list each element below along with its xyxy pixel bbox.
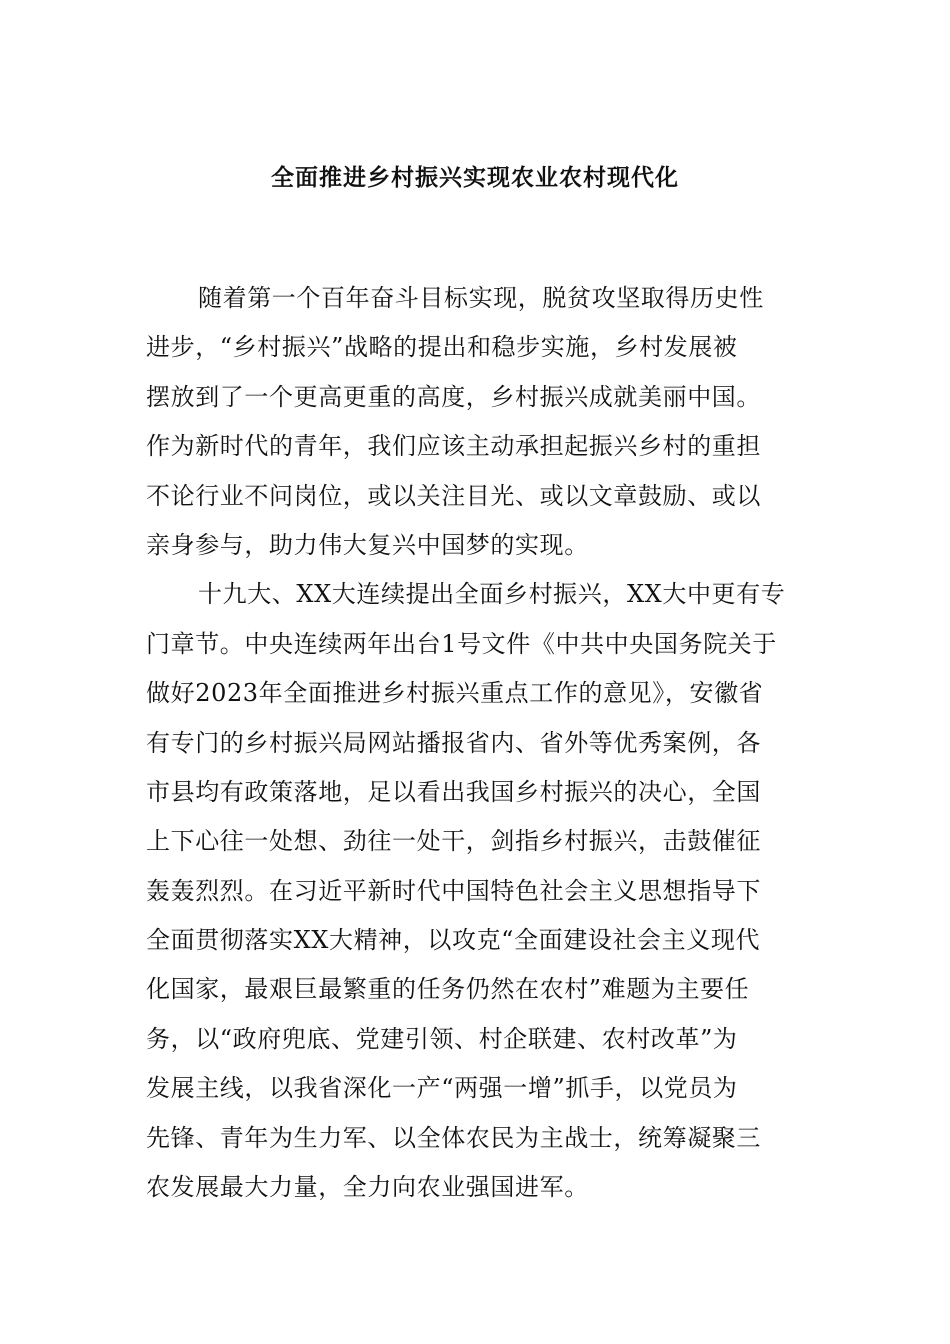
paragraph-1-line-5: 不论行业不问岗位，或以关注目光、或以文章鼓励、或以 xyxy=(146,481,761,510)
document-title: 全面推进乡村振兴实现农业农村现代化 xyxy=(271,165,679,191)
paragraph-2-line-9: 化国家，最艰巨最繁重的任务仍然在农村”难题为主要任 xyxy=(146,975,750,1004)
paragraph-2-line-6: 上下心往一处想、劲往一处干，剑指乡村振兴，击鼓催征 xyxy=(146,827,761,856)
paragraph-2-line-10: 务，以“政府兜底、党建引领、村企联建、农村改革”为 xyxy=(146,1024,738,1053)
paragraph-1-line-3: 摆放到了一个更高更重的高度，乡村振兴成就美丽中国。 xyxy=(146,382,761,411)
paragraph-1-line-1: 随着第一个百年奋斗目标实现，脱贫攻坚取得历史性 xyxy=(198,284,764,312)
paragraph-2-line-13: 农发展最大力量，全力向农业强国进军。 xyxy=(146,1173,589,1202)
paragraph-1-line-4: 作为新时代的青年，我们应该主动承担起振兴乡村的重担 xyxy=(146,432,761,461)
paragraph-2-line-8: 全面贯彻落实XX大精神，以攻克“全面建设社会主义现代 xyxy=(146,926,761,955)
paragraph-2-line-7: 轰轰烈烈。在习近平新时代中国特色社会主义思想指导下 xyxy=(146,876,761,905)
paragraph-2-line-1: 十九大、XX大连续提出全面乡村振兴，XX大中更有专 xyxy=(198,580,786,609)
document-body xyxy=(146,274,806,1212)
paragraph-2-line-3: 做好2023年全面推进乡村振兴重点工作的意见》，安徽省 xyxy=(146,679,764,708)
paragraph-2-line-5: 市县均有政策落地，足以看出我国乡村振兴的决心，全国 xyxy=(146,777,761,806)
paragraph-1-line-2: 进步，“乡村振兴”战略的提出和稳步实施，乡村发展被 xyxy=(146,333,738,362)
paragraph-2-line-12: 先锋、青年为生力军、以全体农民为主战士，统筹凝聚三 xyxy=(146,1123,761,1152)
paragraph-2-line-2: 门章节。中央连续两年出台1号文件《中共中央国务院关于 xyxy=(146,629,777,658)
paragraph-2-line-4: 有专门的乡村振兴局网站播报省内、省外等优秀案例，各 xyxy=(146,728,761,757)
paragraph-1-line-6: 亲身参与，助力伟大复兴中国梦的实现。 xyxy=(146,530,589,559)
paragraph-2-line-11: 发展主线，以我省深化一产“两强一增”抓手，以党员为 xyxy=(146,1074,738,1103)
